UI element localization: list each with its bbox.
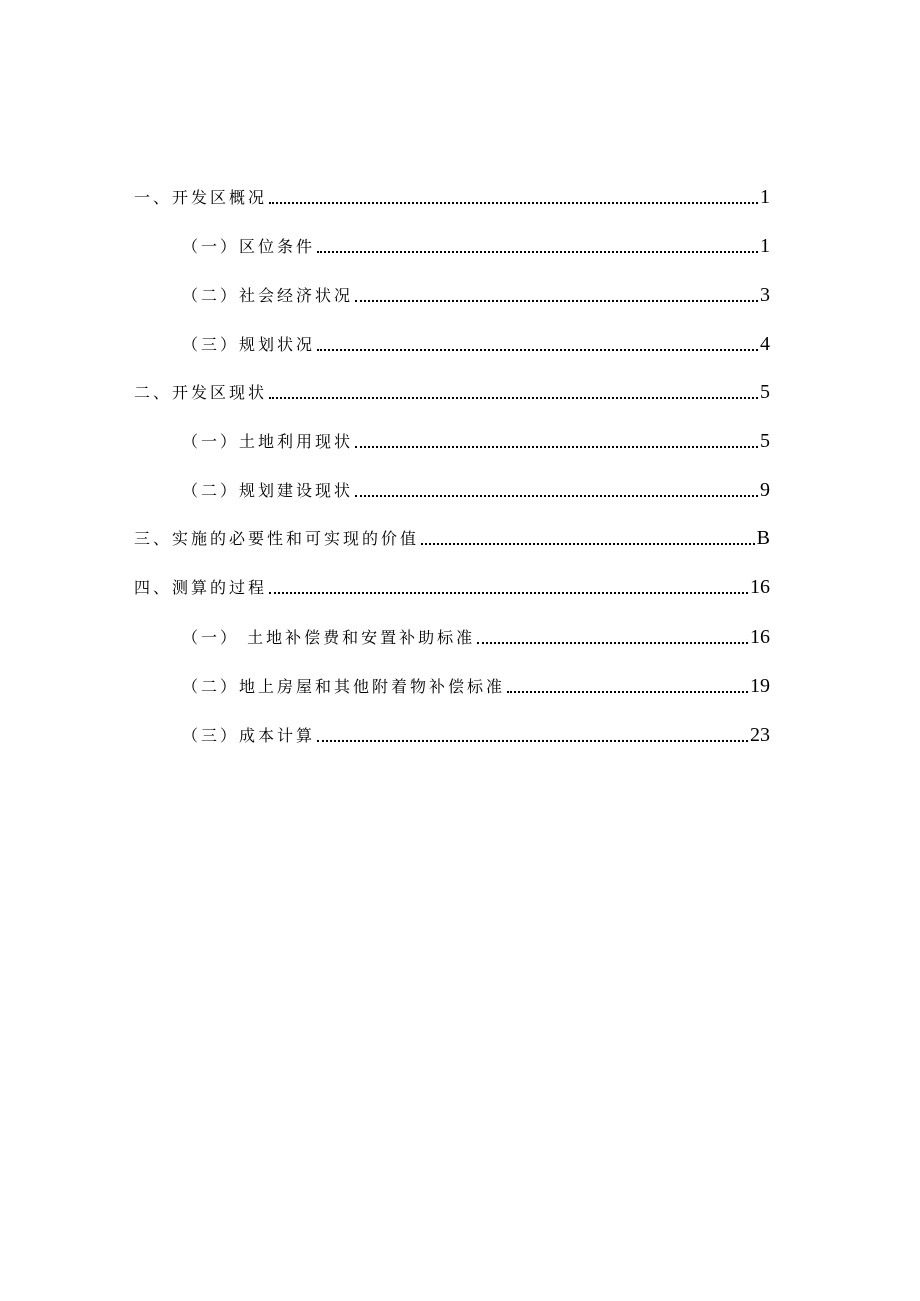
toc-dot-leader: [421, 529, 755, 545]
toc-dot-leader: [269, 383, 758, 399]
toc-entry[interactable]: [182, 716, 770, 746]
toc-dot-leader: [317, 237, 758, 253]
toc-page-number: 16: [750, 626, 770, 648]
toc-dot-leader: [269, 188, 758, 204]
toc-entry[interactable]: [182, 227, 770, 257]
toc-entry-title: （一） 土地补偿费和安置补助标准: [182, 628, 476, 647]
toc-dot-leader: [317, 726, 748, 742]
toc-dot-leader: [355, 432, 758, 448]
toc-entry[interactable]: [182, 667, 770, 697]
toc-page-number: 1: [760, 186, 770, 208]
toc-page-number: 9: [760, 479, 770, 501]
toc-entry-title: （一）区位条件: [182, 237, 316, 256]
toc-page-number: 19: [750, 675, 770, 697]
toc-entry-title: 一、开发区概况: [134, 188, 268, 207]
toc-page-number: 23: [750, 724, 770, 746]
toc-entry[interactable]: [182, 325, 770, 355]
toc-entry-title: 二、开发区现状: [134, 383, 268, 402]
toc-entry-title: （三）成本计算: [182, 726, 316, 745]
toc-page-number: B: [756, 527, 770, 549]
toc-dot-leader: [355, 481, 758, 497]
toc-page-number: 5: [760, 430, 770, 452]
toc-page-number: 4: [760, 333, 770, 355]
toc-dot-leader: [355, 286, 758, 302]
toc-entry-title: （二）地上房屋和其他附着物补偿标准: [182, 677, 506, 696]
toc-entry[interactable]: [134, 373, 770, 403]
toc-entry-title: （三）规划状况: [182, 335, 316, 354]
toc-entry[interactable]: [134, 178, 770, 208]
toc-dot-leader: [317, 335, 758, 351]
toc-page-number: 3: [760, 284, 770, 306]
toc-entry-title: 四、测算的过程: [134, 578, 268, 597]
toc-page-number: 5: [760, 381, 770, 403]
toc-entry-title: （二）社会经济状况: [182, 286, 354, 305]
toc-entry-title: （一）土地利用现状: [182, 432, 354, 451]
toc-entry[interactable]: [134, 568, 770, 598]
toc-dot-leader: [269, 578, 748, 594]
toc-page-number: 16: [750, 576, 770, 598]
toc-dot-leader: [507, 677, 748, 693]
toc-page-number: 1: [760, 235, 770, 257]
toc-entry[interactable]: [182, 422, 770, 452]
toc-entry[interactable]: [182, 276, 770, 306]
toc-entry-title: （二）规划建设现状: [182, 481, 354, 500]
toc-entry[interactable]: [182, 471, 770, 501]
toc-entry[interactable]: [134, 519, 770, 549]
toc-dot-leader: [477, 628, 748, 644]
toc-entry[interactable]: [182, 618, 770, 648]
toc-entry-title: 三、实施的必要性和可实现的价值: [134, 529, 420, 548]
